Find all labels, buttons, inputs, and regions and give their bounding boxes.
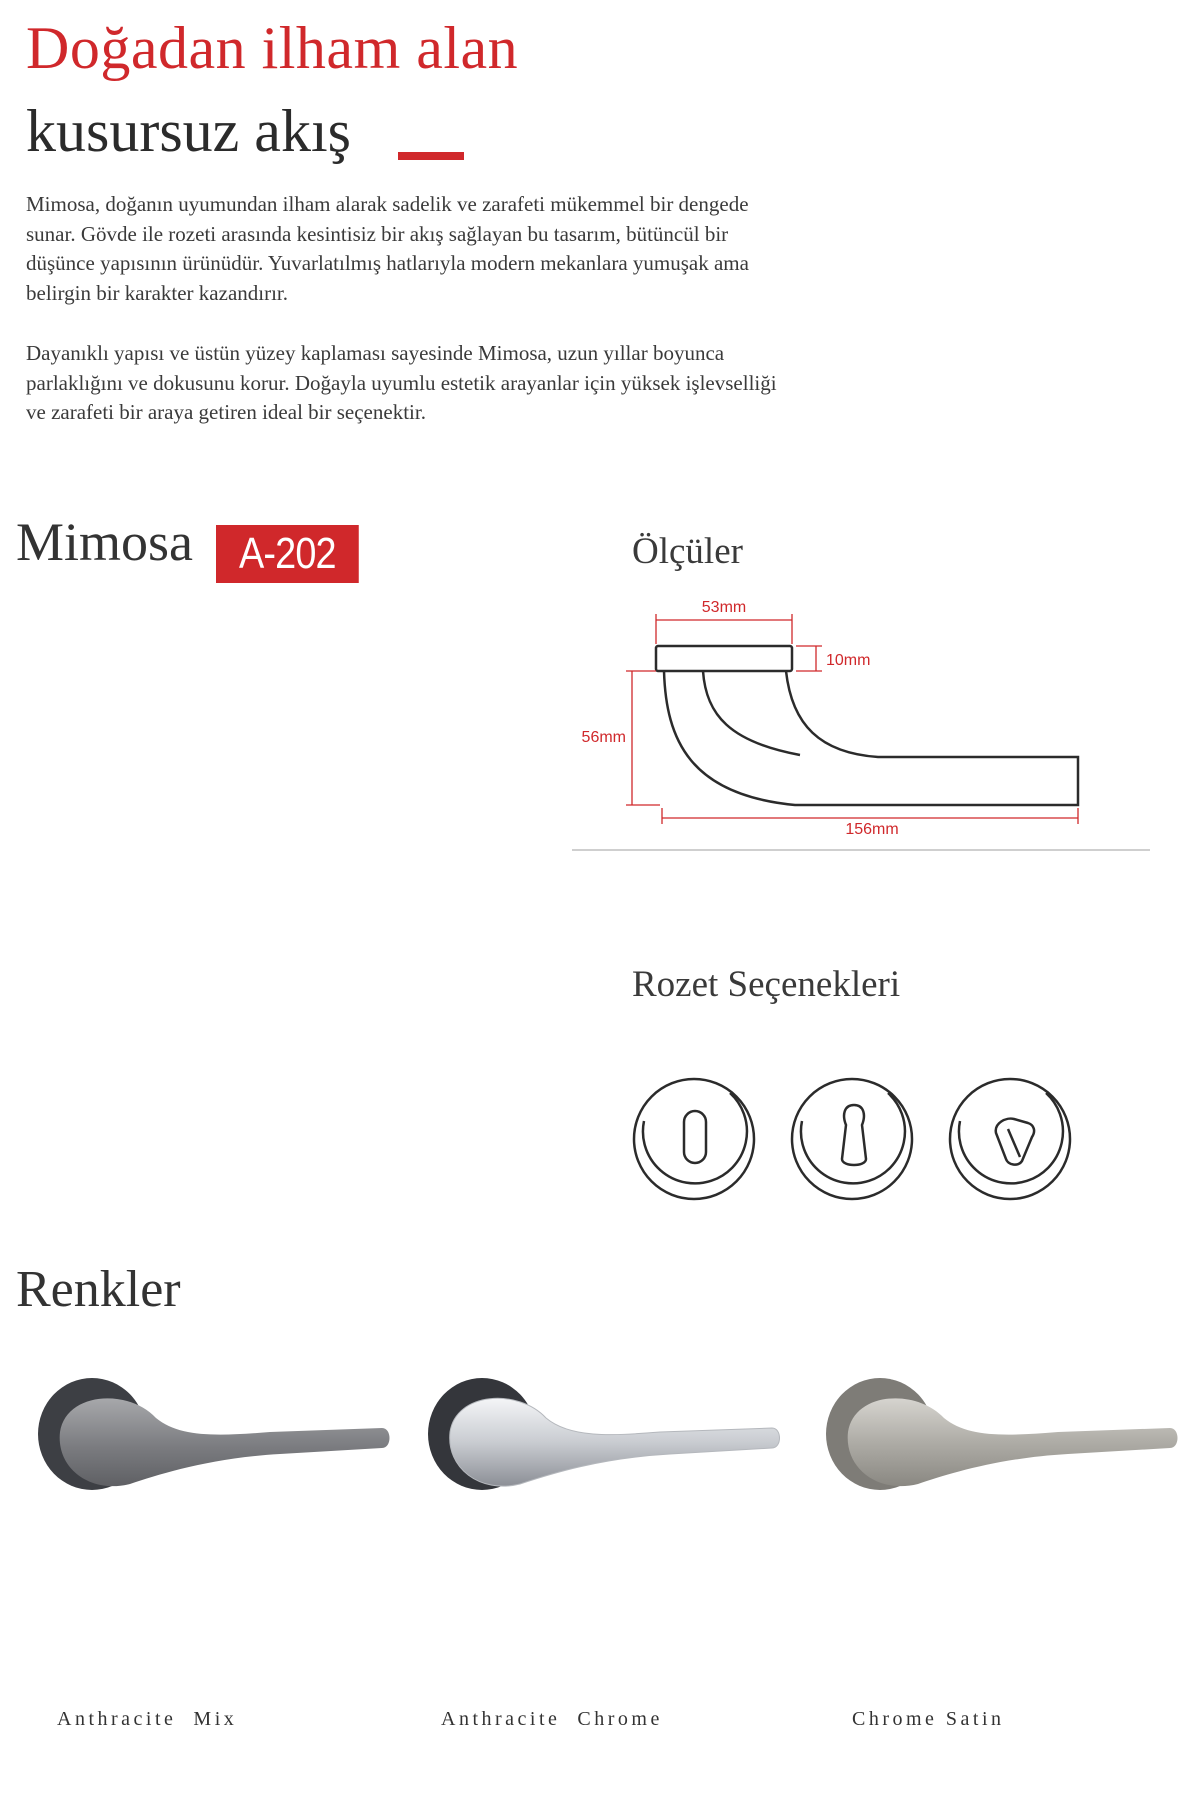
headline-line-2: kusursuz akış bbox=[26, 98, 351, 164]
dimensions-divider bbox=[572, 849, 1150, 851]
dimension-diagram bbox=[560, 590, 1100, 835]
wc-turn-rosette-icon bbox=[946, 1075, 1080, 1209]
handle-anthracite-chrome bbox=[420, 1372, 780, 1502]
lever-body bbox=[848, 1398, 1178, 1486]
color-caption-chrome-satin: Chrome Satin bbox=[852, 1708, 1005, 1730]
rosette-options-title: Rozet Seçenekleri bbox=[632, 964, 901, 1005]
product-code-badge: A-202 bbox=[216, 525, 359, 583]
profile-cylinder-rosette-icon bbox=[788, 1075, 922, 1209]
handle-outline bbox=[656, 646, 1078, 805]
dim-label-rosette-height: 10mm bbox=[826, 652, 871, 669]
dim-label-projection: 56mm bbox=[581, 729, 626, 746]
lever-inner-line bbox=[703, 671, 800, 755]
product-name: Mimosa bbox=[16, 512, 194, 572]
lever-body bbox=[450, 1398, 780, 1486]
headline-accent-bar bbox=[398, 152, 464, 160]
description-paragraph-2: Dayanıklı yapısı ve üstün yüzey kaplaması sayesinde Mimosa, uzun yıllar boyunca parlaklığını ve dokusunu korur. Doğayla uyumlu estetik arayanlar için yüksek işlevselliği ve zarafeti bir araya getiren ideal bir seçenektir. bbox=[26, 341, 777, 424]
colors-title: Renkler bbox=[16, 1261, 181, 1318]
dim-label-rosette-width: 53mm bbox=[701, 599, 747, 616]
rosette-outline bbox=[656, 646, 792, 671]
dimensions-title: Ölçüler bbox=[632, 531, 743, 572]
oval-keyhole-rosette-icon bbox=[630, 1075, 764, 1209]
handle-chrome-satin bbox=[818, 1372, 1178, 1502]
color-caption-anthracite-chrome: Anthracite Chrome bbox=[441, 1708, 663, 1730]
dim-label-length: 156mm bbox=[845, 821, 899, 835]
lever-outline bbox=[664, 671, 1078, 805]
handle-anthracite-mix bbox=[30, 1372, 390, 1502]
description-paragraph-1: Mimosa, doğanın uyumundan ilham alarak sadelik ve zarafeti mükemmel bir dengede sunar. Gövde ile rozeti arasında kesintisiz bir akış sağlayan bu tasarım, bütüncül bir düşünce yapısının ürünüdür. Yuvarlatılmış hatlarıyla modern mekanlara yumuşak ama belirgin bir karakter kazandırır. bbox=[26, 192, 749, 305]
color-caption-anthracite-mix: Anthracite Mix bbox=[57, 1708, 238, 1730]
headline-line-1: Doğadan ilham alan bbox=[26, 15, 519, 81]
lever-body bbox=[60, 1398, 390, 1486]
